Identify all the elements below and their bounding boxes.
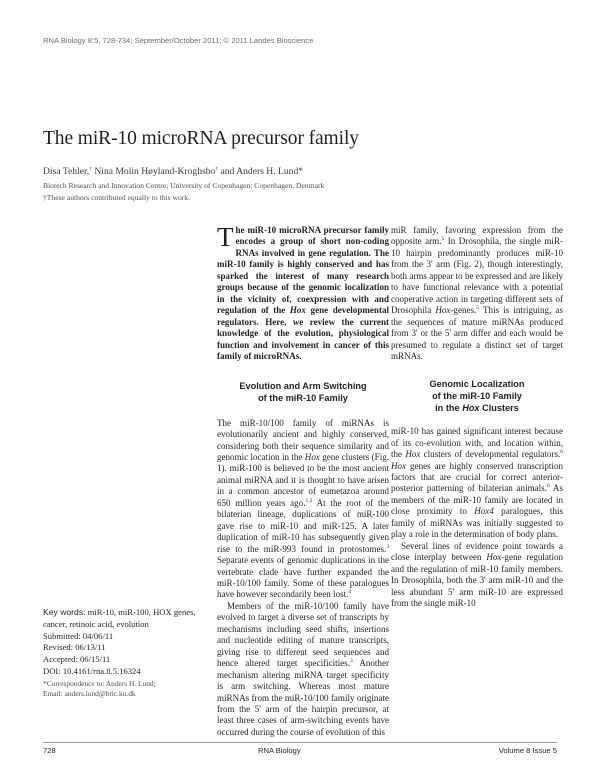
email-link[interactable]: anders.lund@bric.ku.dk <box>64 688 136 698</box>
heading-line-1: Evolution and Arm Switching <box>239 381 367 392</box>
volume-issue: Volume 8 Issue 5 <box>498 746 557 755</box>
correspondence <box>43 679 198 699</box>
paragraph-continued <box>391 225 563 362</box>
author-3[interactable]: and Anders H. Lund* <box>218 166 304 177</box>
para-text: gene clusters (Fig. 1). miR-100 is believed to be the most ancient animal miRNA and it is thought to have arisen in a common ancestor of eumetazoa around 650 million years ago. <box>217 451 389 508</box>
para-text: genes are highly conserved transcription factors that are crucial for correct anterior-posterior patterning of bilaterian animals. <box>391 460 563 494</box>
reference-link[interactable]: 5 <box>476 305 480 312</box>
para-text: Separate events of genomic duplications in the vertebrate clade have further expanded the miR-10/100 family. Some of these paralogues have however secondarily been lost. <box>217 555 389 600</box>
page-number: 728 <box>43 746 56 755</box>
author-2-mark: † <box>215 165 219 172</box>
hox-term: Hox4 <box>474 506 494 517</box>
heading-line-2: of the miR-10 Family <box>258 393 348 404</box>
heading-line-3: in the Hox Clusters <box>435 402 519 413</box>
reference-link[interactable]: 6 <box>560 449 563 456</box>
submitted-date: Submitted: 04/06/11 <box>43 630 114 641</box>
keywords-label: Key words: <box>43 607 86 617</box>
para-text: This is intriguing, as the sequences of mature miRNAs produced from 3' or the 5' arm differ and each would be presumed to regulate a distinct set of target mRNAs. <box>391 305 564 361</box>
author-1[interactable]: Disa Tehler, <box>43 166 90 177</box>
para-text: miR family, favoring expression from the opposite arm. <box>391 225 563 247</box>
para-text: miR-10 has gained significant interest because of its co-evolution with, and location within, the <box>391 426 563 460</box>
article-title: The miR-10 microRNA precursor family <box>43 128 359 149</box>
article-metadata <box>43 607 198 699</box>
heading-line-2: of the miR-10 Family <box>432 391 522 402</box>
footer-divider <box>43 742 557 743</box>
journal-name: RNA Biology <box>258 746 301 755</box>
paragraph <box>217 418 389 601</box>
section-heading-evolution <box>217 381 389 404</box>
hox-term: Hox <box>405 449 421 460</box>
para-text: clusters of developmental regulators. <box>420 449 561 460</box>
heading-line-1: Genomic Localization <box>429 379 525 390</box>
abstract-hox: Hox <box>289 305 306 316</box>
paragraph <box>217 601 389 738</box>
abstract <box>217 222 389 362</box>
text-column-2 <box>391 225 563 609</box>
paragraph <box>391 426 563 541</box>
hox-term: Hox <box>435 305 451 316</box>
reference-link[interactable]: 1,2 <box>305 497 313 504</box>
accepted-date: Accepted: 06/15/11 <box>43 654 111 665</box>
hox-term: Hox <box>391 460 407 471</box>
author-2[interactable]: Nina Molin Høyland-Kroghsbo <box>91 166 216 177</box>
drop-cap: T <box>217 222 234 252</box>
text-column-1 <box>217 222 390 738</box>
para-text: Several lines of evidence point towards a close interplay between <box>391 540 563 563</box>
hox-term: Hox <box>486 552 502 563</box>
keywords <box>43 607 198 631</box>
para-text: Members of the miR-10/100 family have evolved to target a diverse set of transcripts by mechanisms including seed shifts, insertions and nucleotide editing of mature transcripts, giving rise to different seed sequences and hence altered target specificities. <box>217 600 389 669</box>
section-heading-genomic <box>391 379 563 414</box>
reference-link[interactable]: 6 <box>546 483 550 490</box>
para-text: The miR-10/100 family of miRNAs is evolutionarily ancient and highly conserved, considering both their sequence similarity and genomic location in the <box>217 417 389 462</box>
reference-link[interactable]: 4 <box>348 589 352 596</box>
abstract-text-a: he miR-10 microRNA precursor family encodes a group of short non-coding RNAs involved in gene regulation. The miR-10 family is highly conserved and has sparked the interest of many research groups because of the genomic localization in the vicinity of, coexpression with and regulation of the <box>217 225 389 316</box>
doi[interactable]: DOI: 10.4161/rna.8.5.16324 <box>43 665 141 676</box>
reference-link[interactable]: 3 <box>349 658 353 665</box>
running-head: RNA Biology 8:5, 728-734; September/October 2011; © 2011 Landes Bioscience <box>43 36 314 45</box>
hox-term: Hox <box>304 451 320 462</box>
revised-date: Revised: 06/13/11 <box>43 642 106 653</box>
para-text: paralogues, this family of miRNAs was initially suggested to play a role in the determination of body plans. <box>391 506 563 540</box>
abstract-text-b: gene developmental regulators. Here, we review the current knowledge of the evolution, physiological function and involvement in cancer of this family of microRNAs. <box>217 305 389 361</box>
reference-link[interactable]: 5 <box>441 236 445 243</box>
email-label: Email: <box>43 688 65 698</box>
affiliation: Biotech Research and Innovation Centre; University of Copenhagen; Copenhagen, Denmark <box>43 181 325 190</box>
para-text: -gene regulation and the regulation of miR-10 family members. In Drosophila, both the 3' arm miR-10 and the less abundant 5' arm miR-10 are expressed from the single miR-10 <box>391 552 564 609</box>
reference-link[interactable]: 3 <box>386 543 389 550</box>
author-1-mark: † <box>89 165 92 172</box>
para-text: At the root of the bilaterian lineage, duplications of miR-100 gave rise to miR-10 and miR-125. A later duplication of miR-10 has subsequently given rise to the miR-993 found in protostomes. <box>217 497 390 554</box>
para-text: As members of the miR-10 family are located in close proximity to <box>391 483 563 517</box>
correspondence-name: *Correspondence to: Anders H. Lund; <box>43 678 156 688</box>
para-text: -genes. <box>450 305 477 316</box>
paragraph <box>391 541 563 610</box>
author-list <box>43 166 303 177</box>
para-text: In Drosophila, the single miR-10 hairpin predominantly produces miR-10 from the 3' arm (Fig. 2), though interestingly, both arms appear to be expressed and are likely to have functional relevance with a potential cooperative action in targeting different sets of Drosophila <box>391 236 563 316</box>
equal-contribution-note: †These authors contributed equally to this work. <box>43 193 190 202</box>
para-text-continued: Another mechanism altering miRNA target specificity is arm switching. Whereas most mature miRNAs from the miR-10/100 family originate from the 5' arm of the hairpin precursor, at least three cases of arm-switching events have occurred during the course of evolution of this <box>217 658 389 737</box>
keywords-text: miR-10, miR-100, HOX genes, cancer, retinoic acid, evolution <box>43 607 196 629</box>
